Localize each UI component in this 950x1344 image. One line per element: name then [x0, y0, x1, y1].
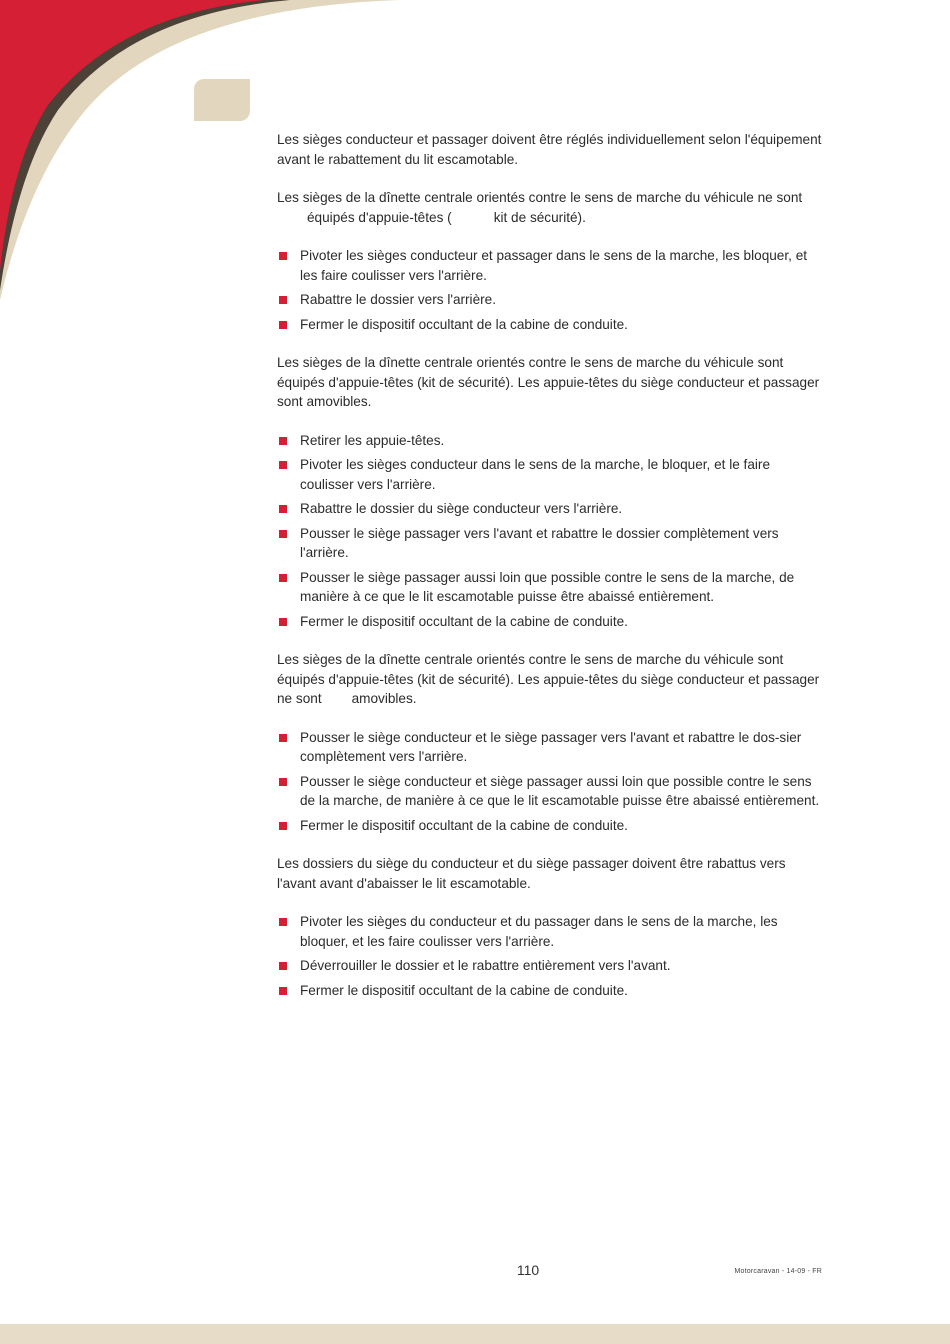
- bullet-icon: [279, 530, 287, 538]
- document-reference: Motorcaravan - 14-09 - FR: [734, 1268, 822, 1275]
- list-item: [277, 816, 822, 836]
- intro-paragraph-4: [277, 650, 822, 709]
- list-item: [277, 290, 822, 310]
- list-item: [277, 568, 822, 607]
- intro-paragraph-5: Les dossiers du siège du conducteur et du siège passager doivent être rabattus vers l'avant avant d'abaisser le lit escamotable.: [277, 856, 786, 891]
- list-item-text: Rabattre le dossier du siège conducteur vers l'arrière.: [300, 501, 623, 516]
- list-item: [277, 728, 822, 767]
- list-item: [277, 455, 822, 494]
- list-item: [277, 524, 822, 563]
- intro-paragraph-1: Les sièges conducteur et passager doivent être réglés individuellement selon l'équipement avant le rabattement du lit escamotable.: [277, 132, 822, 167]
- instruction-list-2: [277, 431, 822, 632]
- list-item-text: Pivoter les sièges conducteur dans le sens de la marche, le bloquer, et le faire coulisser vers l'arrière.: [300, 457, 771, 492]
- instruction-list-4: [277, 912, 822, 1000]
- list-item-text: Rabattre le dossier vers l'arrière.: [300, 292, 497, 307]
- bullet-icon: [279, 505, 287, 513]
- bullet-icon: [279, 778, 287, 786]
- list-item-text: Retirer les appuie-têtes.: [300, 432, 445, 448]
- list-item: [277, 431, 822, 451]
- list-item-text: Pousser le siège passager vers l'avant et rabattre le dossier complètement vers l'arrière.: [300, 525, 779, 560]
- list-item-text: Pivoter les sièges conducteur et passager dans le sens de la marche, les bloquer, et les faire coulisser vers l'arrière.: [300, 248, 808, 283]
- list-item-text: Pousser le siège conducteur et siège passager aussi loin que possible contre le sens de la marche, de manière à ce que le lit escamotable puisse être abaissé entièrement.: [300, 773, 820, 808]
- bullet-icon: [279, 321, 287, 329]
- list-item: [277, 772, 822, 811]
- list-item-text: Pousser le siège conducteur et le siège passager vers l'avant et rabattre le dos-sier complètement vers l'arrière.: [300, 729, 802, 764]
- instruction-list-1: [277, 246, 822, 334]
- list-item: [277, 956, 822, 976]
- intro-paragraph-4-part-1: Les sièges de la dînette centrale orientés contre le sens de marche du véhicule sont équipés d'appuie-têtes (kit de sécurité). Les appuie-têtes du siège conducteur et passager ne sont: [277, 652, 820, 706]
- list-item-text: Déverrouiller le dossier et le rabattre entièrement vers l'avant.: [300, 958, 671, 973]
- list-item: [277, 612, 822, 632]
- list-item-text: Fermer le dispositif occultant de la cabine de conduite.: [300, 316, 628, 332]
- bullet-icon: [279, 918, 287, 926]
- bullet-icon: [279, 962, 287, 970]
- page-number: 110: [516, 1262, 540, 1278]
- list-item: [277, 499, 822, 519]
- list-item-text: Pousser le siège passager aussi loin que possible contre le sens de la marche, de manière à ce que le lit escamotable puisse être abaissé entièrement.: [300, 569, 795, 604]
- list-item-text: Fermer le dispositif occultant de la cabine de conduite.: [300, 982, 628, 998]
- bullet-icon: [279, 618, 287, 626]
- bullet-icon: [279, 822, 287, 830]
- list-item: [277, 912, 822, 951]
- bullet-icon: [279, 574, 287, 582]
- bullet-icon: [279, 461, 287, 469]
- bullet-icon: [279, 734, 287, 742]
- bullet-icon: [279, 987, 287, 995]
- list-item-text: Fermer le dispositif occultant de la cabine de conduite.: [300, 817, 628, 833]
- intro-paragraph-2-part-1: Les sièges de la dînette centrale orientés contre le sens de marche du véhicule ne sont: [277, 190, 803, 205]
- instruction-list-3: [277, 728, 822, 836]
- intro-paragraph-2: [277, 188, 822, 227]
- chapter-tab-marker: [194, 79, 250, 121]
- bullet-icon: [279, 296, 287, 304]
- main-content: [277, 130, 822, 1019]
- list-item-text: Pivoter les sièges du conducteur et du passager dans le sens de la marche, les bloquer, et les faire coulisser vers l'arrière.: [300, 914, 778, 949]
- bullet-icon: [279, 437, 287, 445]
- footer-band: [0, 1324, 950, 1344]
- list-item: [277, 981, 822, 1001]
- intro-paragraph-4-part-2: amovibles.: [351, 691, 417, 706]
- list-item: [277, 315, 822, 335]
- list-item-text: Fermer le dispositif occultant de la cabine de conduite.: [300, 613, 628, 629]
- list-item: [277, 246, 822, 285]
- bullet-icon: [279, 252, 287, 260]
- intro-paragraph-3: Les sièges de la dînette centrale orientés contre le sens de marche du véhicule sont équipés d'appuie-têtes (kit de sécurité). Les appuie-têtes du siège conducteur et passager sont amovibles.: [277, 355, 820, 409]
- intro-paragraph-2-part-3: kit de sécurité).: [493, 209, 586, 225]
- intro-paragraph-2-part-2: équipés d'appuie-têtes (: [307, 209, 452, 225]
